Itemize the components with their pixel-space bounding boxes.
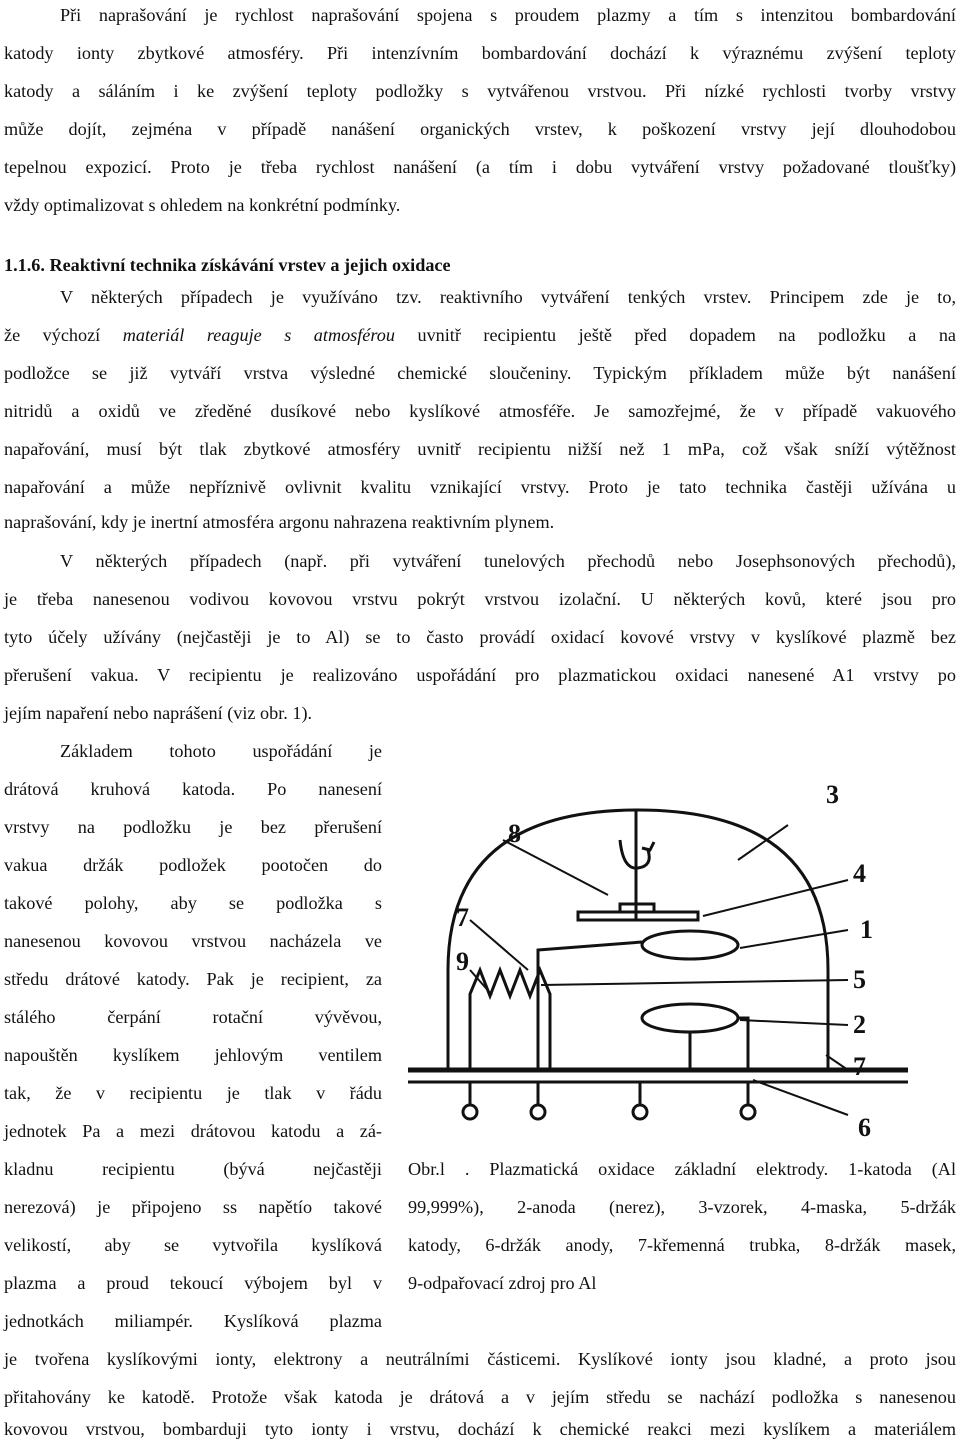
leader-line — [470, 920, 528, 970]
text-line: tepelnou expozicí. Proto je třeba rychlost nanášení (a tím i dobu vytváření vrstvy požadované tloušťky) — [4, 157, 956, 177]
text-line: nitridů a oxidů ve zředěné dusíkové nebo kyslíkové atmosféře. Je samozřejmé, že v případě vakuového — [4, 401, 956, 421]
text-line: naprašování, kdy je inertní atmosféra argonu nahrazena reaktivním plynem. — [4, 512, 555, 532]
leader-line — [541, 980, 848, 985]
text-line: kladnu recipientu (bývá nejčastěji — [4, 1159, 382, 1179]
figure-label: 4 — [853, 859, 866, 888]
cathode-holder — [538, 942, 642, 1070]
anode — [642, 1004, 738, 1032]
text-span: že výchozí — [4, 325, 101, 345]
figure-label: 9 — [456, 947, 469, 976]
text-line: napouštěn kyslíkem jehlovým ventilem — [4, 1045, 382, 1065]
text-line: podložce se již vytváří vrstva výsledné chemické sloučeniny. Typickým příkladem může být nanášení — [4, 363, 956, 383]
text-line: kovovou vrstvou, bombarduji tyto ionty i vrstvu, dochází k chemické reakci mezi kyslíkem a materiálem — [4, 1419, 956, 1439]
figure-label: 3 — [826, 780, 839, 809]
figure-label: 1 — [860, 915, 873, 944]
text-line: takové polohy, aby se podložka s — [4, 893, 382, 913]
figure-label: 5 — [853, 965, 866, 994]
text-line: může dojít, zejména v případě nanášení organických vrstev, k poškození vrstvy její dlouhodobou — [4, 119, 956, 139]
rotation-arrowhead — [642, 842, 654, 850]
caption-line: Obr.l . Plazmatická oxidace základní elektrody. 1-katoda (Al — [408, 1159, 956, 1179]
figure-label: 6 — [858, 1113, 871, 1142]
text-line: Základem tohoto uspořádání je — [60, 741, 382, 761]
text-line: nerezová) je připojeno ss napětío takové — [4, 1197, 382, 1217]
figure-label: 2 — [853, 1010, 866, 1039]
text-line: přitahovány ke katodě. Protože však katoda je drátová a v jejím středu se nachází podložka s nanesenou — [4, 1387, 956, 1407]
cathode-coil — [642, 931, 738, 959]
figure-label: 8 — [508, 819, 521, 848]
text-line: drátová kruhová katoda. Po nanesení — [4, 779, 382, 799]
anode-holder — [738, 1018, 748, 1070]
text-line: V některých případech je využíváno tzv. reaktivního vytváření tenkých vrstev. Principem zde je to, — [60, 287, 956, 307]
text-line: vakua držák podložek pootočen do — [4, 855, 382, 875]
text-line: V některých případech (např. při vytváření tunelových přechodů nebo Josephsonových přechodů), — [60, 551, 956, 571]
figure-label: 7 — [853, 1052, 866, 1081]
text-line: nanesenou kovovou vrstvou nacházela ve — [4, 931, 382, 951]
text-line: plazma a proud tekoucí výbojem byl v — [4, 1273, 382, 1293]
terminal — [531, 1105, 545, 1119]
leader-line — [703, 880, 848, 916]
text-line: vrstvy na podložku je bez přerušení — [4, 817, 382, 837]
figure-label: 7 — [456, 903, 469, 932]
text-line: jejím napaření nebo naprášení (viz obr. 1). — [4, 703, 313, 723]
text-line: katody ionty zbytkové atmosféry. Při intenzívním bombardování dochází k výraznému zvýšení teploty — [4, 43, 956, 63]
text-span: uvnitř recipientu ještě před dopadem na podložku a na — [417, 325, 956, 345]
text-line: vždy optimalizovat s ohledem na konkrétní podmínky. — [4, 195, 401, 215]
text-line: přerušení vakua. V recipientu je realizováno uspořádání pro plazmatickou oxidaci nanesené A1 vrstvy po — [4, 665, 956, 685]
text-line: tak, že v recipientu je tlak v řádu — [4, 1083, 382, 1103]
section-heading: 1.1.6. Reaktivní technika získávání vrstev a jejich oxidace — [4, 255, 451, 275]
text-line: velikostí, aby se vytvořila kyslíková — [4, 1235, 382, 1255]
leader-line — [740, 930, 848, 948]
text-line — [4, 316, 956, 354]
leader-line — [503, 840, 608, 895]
text-line: tyto účely užívány (nejčastěji je to Al) se to často provádí oxidací kovové vrstvy v kyslíkové plazmě bez — [4, 627, 956, 647]
text-line: napařování a může nepříznivě ovlivnit kvalitu vznikající vrstvy. Proto je tato technika častěji užívána u — [4, 477, 956, 497]
text-line: jednotek Pa a mezi drátovou katodu a zá- — [4, 1121, 382, 1141]
emphasis-text: materiál reaguje s atmosférou — [122, 325, 395, 345]
leader-line — [740, 1020, 848, 1025]
text-line: napařování, musí být tlak zbytkové atmosféry uvnitř recipientu nižší než 1 mPa, což však sníží výtěžnost — [4, 439, 956, 459]
terminal — [463, 1105, 477, 1119]
text-line: středu drátové katody. Pak je recipient, za — [4, 969, 382, 989]
terminal — [633, 1105, 647, 1119]
text-line: Při naprašování je rychlost naprašování spojena s proudem plazmy a tím s intenzitou bombardování — [60, 5, 956, 25]
text-line: jednotkách miliampér. Kyslíková plazma — [4, 1311, 382, 1331]
caption-line: 99,999%), 2-anoda (nerez), 3-vzorek, 4-maska, 5-držák — [408, 1197, 956, 1217]
caption-line: katody, 6-držák anody, 7-křemenná trubka, 8-držák masek, — [408, 1235, 956, 1255]
text-line: je tvořena kyslíkovými ionty, elektrony a neutrálními částicemi. Kyslíkové ionty jsou kladné, a proto jsou — [4, 1349, 956, 1369]
terminal — [741, 1105, 755, 1119]
text-line: katody a sáláním i ke zvýšení teploty podložky s vytvářenou vrstvou. Při nízké rychlosti tvorby vrstvy — [4, 81, 956, 101]
leader-line — [753, 1080, 848, 1115]
text-line: je třeba nanesenou vodivou kovovou vrstvu pokrýt vrstvou izolační. U některých kovů, které jsou pro — [4, 589, 956, 609]
caption-line: 9-odpařovací zdroj pro Al — [408, 1273, 597, 1293]
plasma-oxidation-diagram — [408, 770, 956, 1155]
text-line: stálého čerpání rotační vývěvou, — [4, 1007, 382, 1027]
quartz-tube — [448, 810, 828, 1070]
